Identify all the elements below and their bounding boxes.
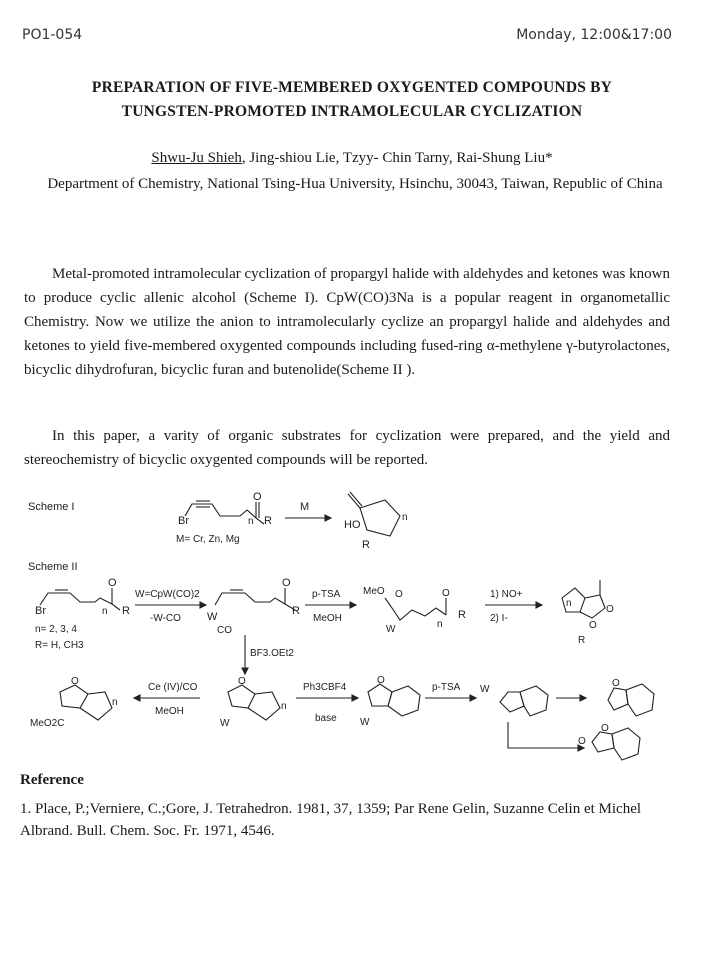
r-label: R xyxy=(292,605,300,617)
branch-arrow xyxy=(508,722,578,748)
co-authors: , Jing-shiou Lie, Tzyy- Chin Tarny, Rai-Shung Liu* xyxy=(241,150,553,166)
ring-oxygen-label: O xyxy=(601,723,609,734)
scheme1-product xyxy=(344,492,408,551)
ho-label: HO xyxy=(344,519,361,531)
n-label: n xyxy=(437,619,443,630)
tungsten-label: W xyxy=(480,684,490,695)
step5-reagent: Ph3CBF4 xyxy=(303,682,347,693)
step4-reagent: Ce (IV)/CO xyxy=(148,682,198,693)
step2-reagent: p-TSA xyxy=(312,589,341,600)
tungsten-furan xyxy=(360,675,420,728)
step3-reagent-2: 2) I- xyxy=(490,613,508,624)
scheme1-label: Scheme I xyxy=(28,501,75,513)
r-label: R xyxy=(122,605,130,617)
oxygen-label: O xyxy=(612,678,620,689)
r-label: R xyxy=(458,609,466,621)
step2-solvent: MeOH xyxy=(313,613,342,624)
n-label: n xyxy=(566,598,572,609)
tungsten-label: W xyxy=(207,611,218,623)
tungsten-2-furan xyxy=(480,684,548,716)
tungsten-label: W xyxy=(220,718,230,729)
session-time: Monday, 12:00&17:00 xyxy=(516,27,672,43)
title-line-2: TUNGSTEN-PROMOTED INTRAMOLECULAR CYCLIZATION xyxy=(121,103,583,120)
oxygen-label: O xyxy=(377,675,385,686)
tungsten-propargyl-intermediate xyxy=(207,577,300,636)
oxygen-label: O xyxy=(71,676,79,687)
abstract-paragraph-1: Metal-promoted intramolecular cyclization of propargyl halide with aldehydes and ketones was known to produce cyclic allenic alcohol (Scheme I). CpW(CO)3Na is a popular reagent in organometallic Chemistry. Now we utilize the anion to intramolecularly cyclize an propargyl halide and aldehydes and ketones to yield five-membered oxygented compounds including fused-ring α-methylene γ-butyrolactones, bicyclic dihydrofuran, bicyclic furan and butenolide(Scheme II ). xyxy=(24,266,670,378)
presenting-author: Shwu-Ju Shieh xyxy=(151,150,242,166)
oxygen-label: O xyxy=(253,491,262,503)
step1-reagent: W=CpW(CO)2 xyxy=(135,589,200,600)
n-label: n xyxy=(281,701,287,712)
dihydrofuran-ester xyxy=(30,676,118,729)
reaction-schemes xyxy=(0,480,704,770)
bromine-label: Br xyxy=(178,515,189,527)
oxygen-label: O xyxy=(282,577,291,589)
tungsten-label: W xyxy=(386,624,396,635)
paper-title xyxy=(0,76,704,124)
r-values: R= H, CH3 xyxy=(35,640,84,651)
reference-heading: Reference xyxy=(20,772,84,788)
lewis-acid-label: BF3.OEt2 xyxy=(250,648,294,659)
co-label: CO xyxy=(217,625,232,636)
oxygen-label: O xyxy=(238,676,246,687)
oxygen-label: O xyxy=(108,577,117,589)
meo-label: MeO xyxy=(363,586,385,597)
n-label: n xyxy=(112,697,118,708)
scheme1-reactant xyxy=(178,491,272,527)
step3-reagent-1: 1) NO+ xyxy=(490,589,523,600)
bicyclic-furan xyxy=(608,678,654,716)
ring-oxygen-label: O xyxy=(589,620,597,631)
scheme2-start xyxy=(35,577,130,617)
n-label: n xyxy=(102,606,108,617)
reference-text: 1. Place, P.;Verniere, C.;Gore, J. Tetrahedron. 1981, 37, 1359; Par Rene Gelin, Suzanne Celin et Michel Albrand. Bull. Chem. Soc. Fr. 1971, 4546. xyxy=(20,801,642,839)
r-label: R xyxy=(264,515,272,527)
r-label: R xyxy=(578,635,586,646)
ester-intermediate xyxy=(363,586,466,635)
oxygen-label: O xyxy=(395,589,403,600)
metals-label: M= Cr, Zn, Mg xyxy=(176,534,240,545)
step1-byproduct: -W-CO xyxy=(150,613,181,624)
reagent-label: M xyxy=(300,501,310,513)
carbonyl-oxygen-label: O xyxy=(578,736,586,747)
n-label: n xyxy=(248,516,254,527)
abstract-paragraph-2: In this paper, a varity of organic substrates for cyclization were prepared, and the yield and stereochemistry of bicyclic oxygented compounds will be reported. xyxy=(24,428,670,468)
step6-reagent: p-TSA xyxy=(432,682,461,693)
ketone-oxygen-label: O xyxy=(442,588,450,599)
step5-base: base xyxy=(315,713,337,724)
bromine-label: Br xyxy=(35,605,46,617)
product-r-label: R xyxy=(362,539,370,551)
scheme2-label: Scheme II xyxy=(28,561,78,573)
carbonyl-oxygen-label: O xyxy=(606,604,614,615)
affiliation: Department of Chemistry, National Tsing-Hua University, Hsinchu, 30043, Taiwan, Republic of China xyxy=(47,176,663,192)
step4-solvent: MeOH xyxy=(155,706,184,717)
methylene-butyrolactone-product xyxy=(562,580,614,646)
n-values: n= 2, 3, 4 xyxy=(35,624,77,635)
meo2c-label: MeO2C xyxy=(30,718,65,729)
tungsten-dihydrofuran xyxy=(220,676,287,729)
title-line-1: PREPARATION OF FIVE-MEMBERED OXYGENTED COMPOUNDS BY xyxy=(91,79,613,96)
butenolide xyxy=(578,723,640,760)
product-n-label: n xyxy=(402,512,408,523)
authors xyxy=(0,150,704,167)
tungsten-label: W xyxy=(360,717,370,728)
poster-code: PO1-054 xyxy=(22,27,83,43)
